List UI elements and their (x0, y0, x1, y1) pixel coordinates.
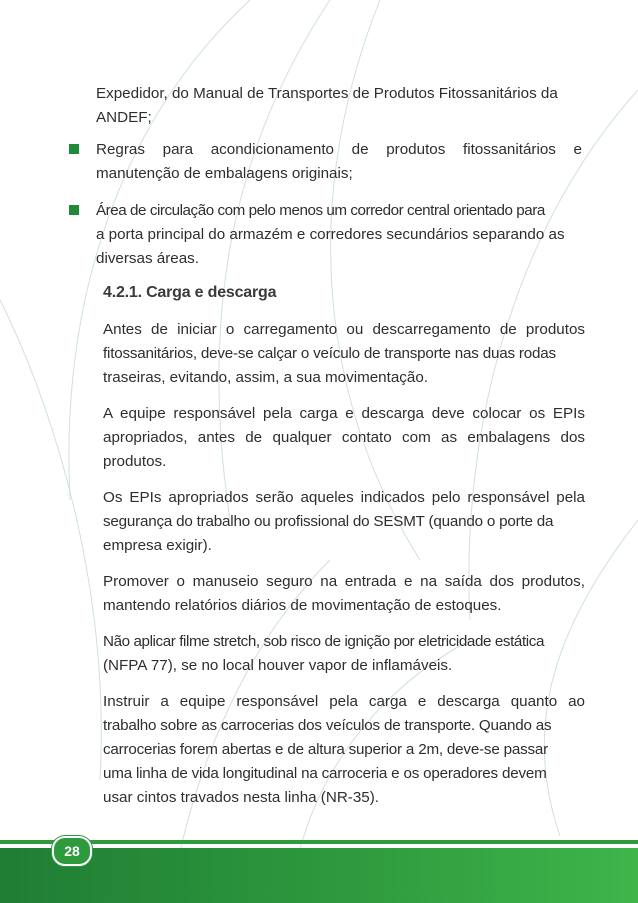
text-line: Expedidor, do Manual de Transportes de Produtos Fitossanitários da (96, 85, 558, 102)
text-line: Não aplicar filme stretch, sob risco de ignição por eletricidade estática (103, 633, 544, 650)
text-line: usar cintos travados nesta linha (NR-35). (103, 789, 380, 806)
text-line: manutenção de embalagens originais; (96, 165, 353, 182)
text-line: fitossanitários, deve-se calçar o veículo de transporte nas duas rodas (103, 345, 556, 362)
section-heading: 4.2.1. Carga e descarga (103, 284, 277, 301)
text-line: mantendo relatórios diários de movimentação de estoques. (103, 597, 502, 614)
square-bullet-icon (69, 205, 79, 215)
leaf-line (0, 300, 101, 780)
text-line: ANDEF; (96, 109, 152, 126)
text-line: trabalho sobre as carrocerias dos veículos de transporte. Quando as (103, 717, 552, 734)
text-line: empresa exigir). (103, 537, 212, 554)
text-line: diversas áreas. (96, 250, 199, 267)
text-line: Os EPIs apropriados serão aqueles indicados pelo responsável pela (103, 489, 585, 506)
text-line: Promover o manuseio seguro na entrada e na saída dos produtos, (103, 573, 585, 590)
square-bullet-icon (69, 144, 79, 154)
page-number: 28 (64, 843, 80, 859)
text-line: uma linha de vida longitudinal na carroceria e os operadores devem (103, 765, 547, 782)
footer-band (0, 836, 638, 903)
text-line: segurança do trabalho ou profissional do SESMT (quando o porte da (103, 513, 554, 530)
text-line: a porta principal do armazém e corredores secundários separando as (96, 226, 565, 243)
footer-band-stripe (0, 840, 638, 844)
text-line: apropriados, antes de qualquer contato com as embalagens dos (103, 429, 585, 446)
text-line: Instruir a equipe responsável pela carga e descarga quanto ao (103, 693, 585, 710)
text-line: Área de circulação com pelo menos um corredor central orientado para (96, 202, 545, 219)
text-line: Antes de iniciar o carregamento ou descarregamento de produtos (103, 321, 585, 338)
text-line: traseiras, evitando, assim, a sua movimentação. (103, 369, 428, 386)
text-line: Regras para acondicionamento de produtos fitossanitários e (96, 141, 582, 158)
text-line: produtos. (103, 453, 167, 470)
text-line: (NFPA 77), se no local houver vapor de inflamáveis. (103, 657, 453, 674)
page-number-badge (52, 836, 92, 866)
text-line: carrocerias forem abertas e de altura superior a 2m, deve-se passar (103, 741, 548, 758)
footer-band-bar (0, 848, 638, 903)
text-line: A equipe responsável pela carga e descarga deve colocar os EPIs (103, 405, 585, 422)
